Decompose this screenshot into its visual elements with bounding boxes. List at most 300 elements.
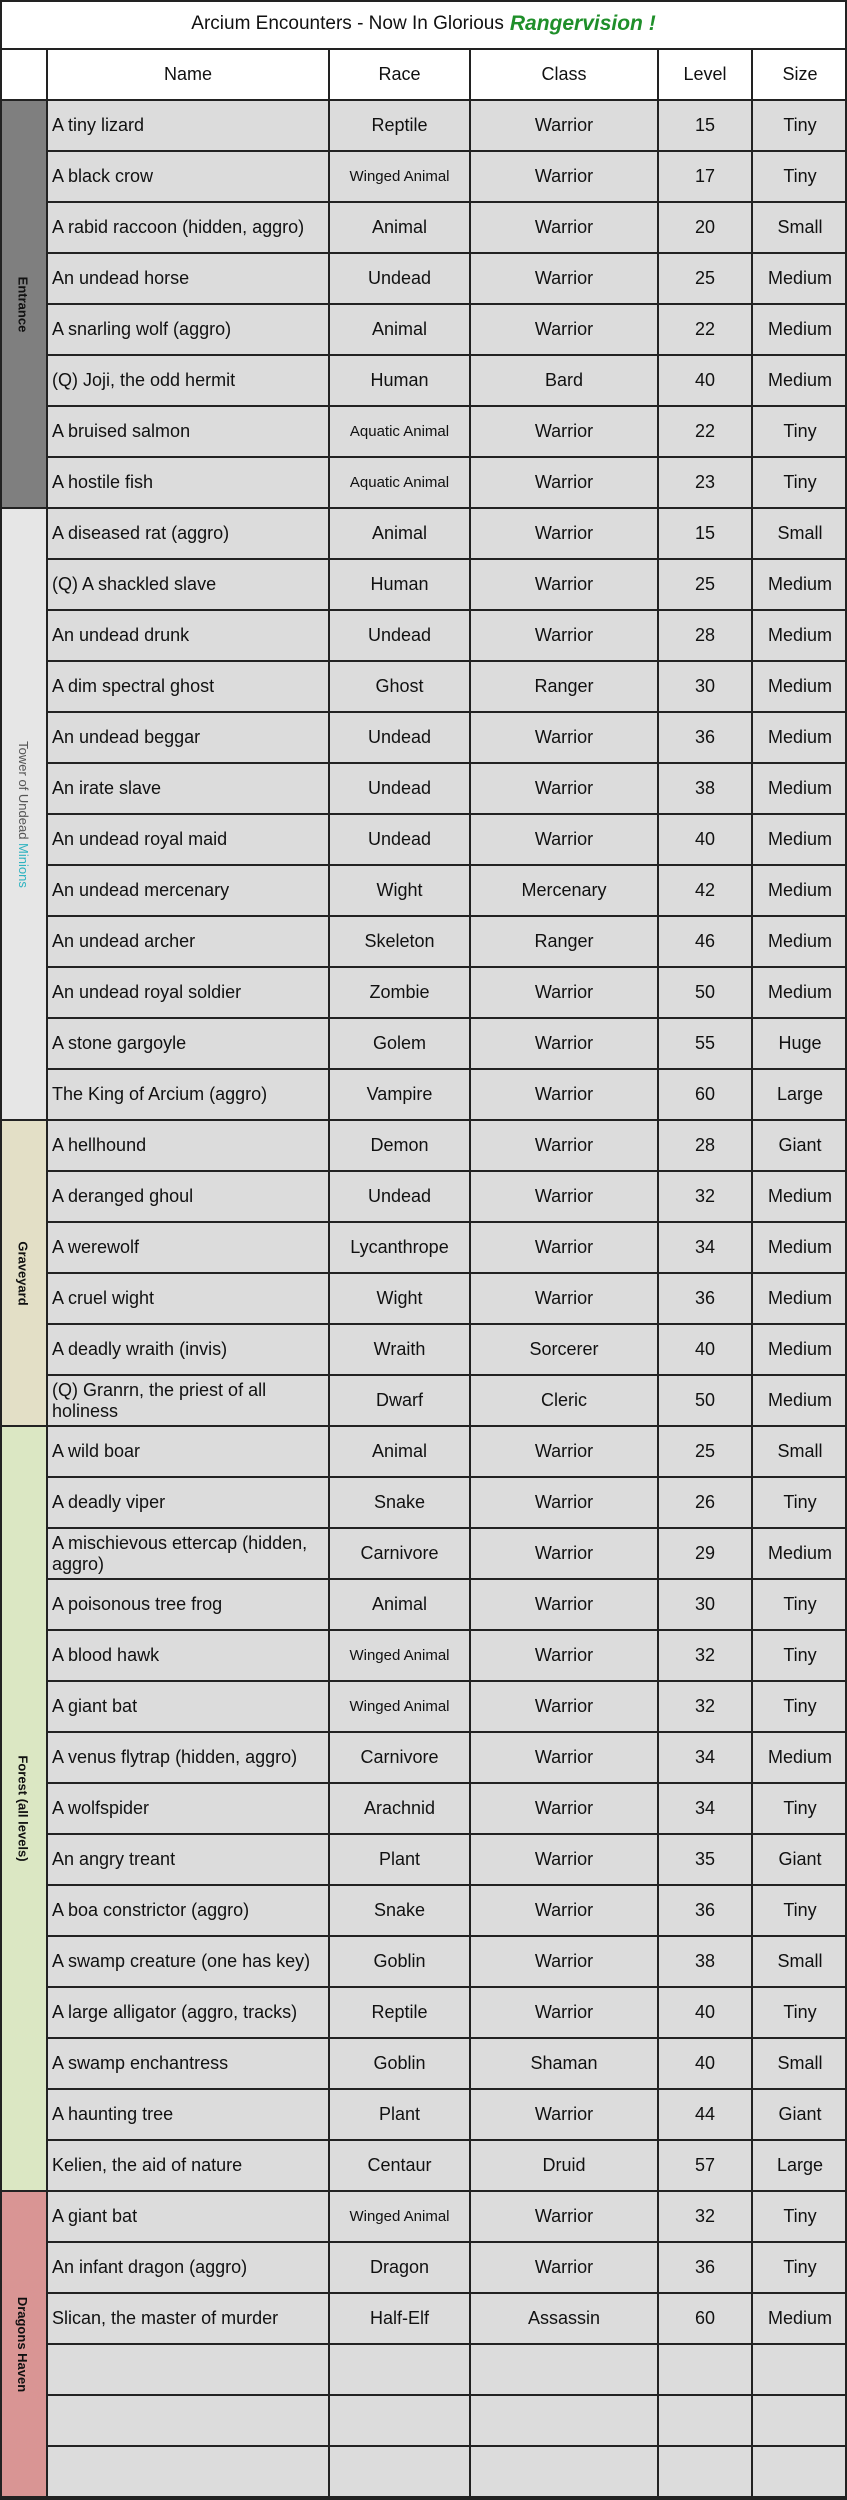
cell-size: Tiny (783, 166, 817, 187)
cell-level: 46 (659, 917, 753, 966)
cell-race: Golem (330, 1019, 471, 1068)
cell-race: Animal (330, 305, 471, 354)
table-row (48, 2141, 847, 2192)
cell-size: Tiny (783, 1900, 817, 1921)
cell-race: Undead (330, 1172, 471, 1221)
cell-size: Small (777, 217, 823, 238)
cell-race: Undead (330, 254, 471, 303)
cell-size: Medium (767, 1186, 833, 1207)
cell-size: Medium (767, 880, 833, 901)
zone-label (16, 276, 31, 332)
table-row (48, 2192, 847, 2243)
table-row (48, 1988, 847, 2039)
table-row (48, 2090, 847, 2141)
zone-label-text: Forest (all levels) (15, 1755, 31, 1862)
cell-class: Sorcerer (471, 1325, 659, 1374)
cell-name: A bruised salmon (48, 407, 330, 456)
table-row (48, 1886, 847, 1937)
cell-size: Medium (767, 931, 833, 952)
cell-race: Vampire (330, 1070, 471, 1119)
table-row (48, 2039, 847, 2090)
cell-size: Medium (767, 727, 833, 748)
cell-size: Medium (767, 370, 833, 391)
cell-class: Warrior (471, 713, 659, 762)
table-row (48, 662, 847, 713)
table-row (48, 305, 847, 356)
table-row (48, 509, 847, 560)
zone-label-text: Graveyard (15, 1240, 31, 1306)
cell-race: Aquatic Animal (330, 458, 471, 507)
cell-class: Warrior (471, 1733, 659, 1782)
cell-race: Undead (330, 764, 471, 813)
cell-size: Medium (767, 1543, 833, 1564)
cell-size: Tiny (783, 115, 817, 136)
cell-race: Undead (330, 713, 471, 762)
table-row (48, 2345, 847, 2396)
cell-name: The King of Arcium (aggro) (48, 1070, 330, 1119)
cell-size (753, 2447, 847, 2496)
cell-race: Undead (330, 815, 471, 864)
cell-name: A snarling wolf (aggro) (48, 305, 330, 354)
header-size: Size (782, 64, 818, 84)
cell-level: 40 (659, 815, 753, 864)
cell-class: Warrior (471, 1682, 659, 1731)
cell-level: 25 (659, 254, 753, 303)
cell-name: An angry treant (48, 1835, 330, 1884)
cell-race (330, 2447, 471, 2496)
cell-name: A blood hawk (48, 1631, 330, 1680)
cell-level: 34 (659, 1223, 753, 1272)
cell-race: Goblin (330, 2039, 471, 2088)
cell-level: 32 (659, 1682, 753, 1731)
cell-level: 40 (659, 2039, 753, 2088)
cell-size: Huge (778, 1033, 822, 1054)
cell-size: Tiny (783, 1798, 817, 1819)
cell-race: Zombie (330, 968, 471, 1017)
cell-level: 29 (659, 1529, 753, 1578)
title-main: Arcium Encounters - Now In Glorious (191, 13, 504, 34)
cell-level: 28 (659, 1121, 753, 1170)
cell-level: 36 (659, 1886, 753, 1935)
zone-group-4 (0, 2192, 48, 2498)
table-row (48, 2447, 847, 2498)
cell-name: A cruel wight (48, 1274, 330, 1323)
cell-level (659, 2396, 753, 2445)
cell-level (659, 2345, 753, 2394)
cell-level: 40 (659, 1325, 753, 1374)
cell-class: Warrior (471, 1172, 659, 1221)
table-row (48, 152, 847, 203)
cell-name: An irate slave (48, 764, 330, 813)
table-row (48, 1325, 847, 1376)
table-row (48, 1580, 847, 1631)
cell-race: Dwarf (330, 1376, 471, 1425)
table-row (48, 1529, 847, 1580)
cell-race: Undead (330, 611, 471, 660)
cell-class: Warrior (471, 1631, 659, 1680)
table-row (48, 866, 847, 917)
sheet-title (0, 0, 847, 50)
cell-name: A tiny lizard (48, 101, 330, 150)
cell-class: Warrior (471, 254, 659, 303)
cell-size: Medium (767, 778, 833, 799)
cell-size: Medium (767, 1339, 833, 1360)
cell-name: A poisonous tree frog (48, 1580, 330, 1629)
zone-label-text: Dragons Haven (15, 2296, 31, 2392)
cell-size: Tiny (783, 421, 817, 442)
cell-race: Reptile (330, 1988, 471, 2037)
header-level: Level (659, 50, 753, 99)
cell-race: Half-Elf (330, 2294, 471, 2343)
cell-class: Ranger (471, 917, 659, 966)
table-row (48, 101, 847, 152)
cell-race: Winged Animal (330, 152, 471, 201)
cell-name: An undead drunk (48, 611, 330, 660)
table-header-row (0, 50, 847, 101)
cell-class: Warrior (471, 1835, 659, 1884)
cell-level: 44 (659, 2090, 753, 2139)
cell-level: 36 (659, 2243, 753, 2292)
cell-level: 60 (659, 2294, 753, 2343)
cell-name: An infant dragon (aggro) (48, 2243, 330, 2292)
cell-race: Animal (330, 509, 471, 558)
cell-name: A boa constrictor (aggro) (48, 1886, 330, 1935)
cell-name: A wild boar (48, 1427, 330, 1476)
cell-race: Wight (330, 866, 471, 915)
cell-level: 40 (659, 356, 753, 405)
table-row (48, 1733, 847, 1784)
cell-class: Druid (471, 2141, 659, 2190)
cell-class: Warrior (471, 1529, 659, 1578)
cell-level: 38 (659, 1937, 753, 1986)
cell-level: 26 (659, 1478, 753, 1527)
table-row (48, 356, 847, 407)
table-row (48, 2294, 847, 2345)
table-row (48, 1427, 847, 1478)
cell-race: Winged Animal (330, 1682, 471, 1731)
table-row (48, 1070, 847, 1121)
cell-race: Animal (330, 203, 471, 252)
cell-class: Warrior (471, 1121, 659, 1170)
cell-name: (Q) Granrn, the priest of all holiness (48, 1376, 330, 1425)
cell-name (48, 2447, 330, 2496)
cell-size: Tiny (783, 472, 817, 493)
cell-size: Tiny (783, 1696, 817, 1717)
cell-class: Warrior (471, 1223, 659, 1272)
cell-class: Warrior (471, 968, 659, 1017)
cell-class: Warrior (471, 1937, 659, 1986)
cell-size: Tiny (783, 2206, 817, 2227)
cell-level: 22 (659, 407, 753, 456)
cell-name: A wolfspider (48, 1784, 330, 1833)
cell-name: A mischievous ettercap (hidden, aggro) (48, 1529, 330, 1578)
cell-name: Slican, the master of murder (48, 2294, 330, 2343)
cell-class: Warrior (471, 203, 659, 252)
table-row (48, 1274, 847, 1325)
header-class: Class (471, 50, 659, 99)
cell-size (753, 2345, 847, 2394)
cell-level: 22 (659, 305, 753, 354)
cell-name: A stone gargoyle (48, 1019, 330, 1068)
cell-class: Warrior (471, 1580, 659, 1629)
cell-race: Human (330, 560, 471, 609)
cell-class: Warrior (471, 458, 659, 507)
cell-level: 36 (659, 1274, 753, 1323)
cell-level: 20 (659, 203, 753, 252)
cell-class (471, 2345, 659, 2394)
table-row (48, 815, 847, 866)
cell-level: 36 (659, 713, 753, 762)
cell-race: Snake (330, 1886, 471, 1935)
table-row (48, 1682, 847, 1733)
cell-race: Goblin (330, 1937, 471, 1986)
cell-size: Small (777, 523, 823, 544)
table-row (48, 1784, 847, 1835)
cell-name: (Q) Joji, the odd hermit (48, 356, 330, 405)
cell-class: Warrior (471, 815, 659, 864)
cell-size: Tiny (783, 1594, 817, 1615)
cell-name: A haunting tree (48, 2090, 330, 2139)
cell-class: Warrior (471, 1478, 659, 1527)
cell-race: Plant (330, 1835, 471, 1884)
zone-group-2 (0, 1121, 48, 1427)
cell-name: An undead mercenary (48, 866, 330, 915)
cell-class: Warrior (471, 1784, 659, 1833)
cell-name: A deranged ghoul (48, 1172, 330, 1221)
cell-class: Warrior (471, 509, 659, 558)
cell-level: 23 (659, 458, 753, 507)
cell-level (659, 2447, 753, 2496)
zone-label-text: Entrance (15, 276, 31, 332)
cell-name: A black crow (48, 152, 330, 201)
table-row (48, 1478, 847, 1529)
cell-size: Tiny (783, 1645, 817, 1666)
cell-level: 35 (659, 1835, 753, 1884)
cell-size: Small (777, 1951, 823, 1972)
table-row (48, 2396, 847, 2447)
cell-race: Lycanthrope (330, 1223, 471, 1272)
cell-name: A swamp enchantress (48, 2039, 330, 2088)
cell-level: 28 (659, 611, 753, 660)
cell-race: Demon (330, 1121, 471, 1170)
cell-size: Large (776, 1084, 824, 1105)
table-row (48, 407, 847, 458)
cell-size: Medium (767, 319, 833, 340)
cell-class: Cleric (471, 1376, 659, 1425)
table-row (48, 1835, 847, 1886)
cell-class: Warrior (471, 1274, 659, 1323)
cell-race: Centaur (330, 2141, 471, 2190)
cell-race: Carnivore (330, 1529, 471, 1578)
cell-size: Large (776, 2155, 824, 2176)
cell-size: Giant (778, 2104, 822, 2125)
cell-name: (Q) A shackled slave (48, 560, 330, 609)
cell-race: Winged Animal (330, 1631, 471, 1680)
cell-class: Warrior (471, 764, 659, 813)
table-row (48, 1172, 847, 1223)
zone-group-0 (0, 101, 48, 509)
cell-name: An undead royal maid (48, 815, 330, 864)
table-row (48, 1937, 847, 1988)
cell-size: Medium (767, 1747, 833, 1768)
cell-name: A dim spectral ghost (48, 662, 330, 711)
table-row (48, 917, 847, 968)
zone-group-3 (0, 1427, 48, 2192)
cell-size: Medium (767, 676, 833, 697)
cell-class: Shaman (471, 2039, 659, 2088)
cell-class: Warrior (471, 407, 659, 456)
cell-name: A deadly viper (48, 1478, 330, 1527)
table-row (48, 1376, 847, 1427)
cell-class: Bard (471, 356, 659, 405)
cell-size: Medium (767, 1390, 833, 1411)
cell-class: Warrior (471, 1427, 659, 1476)
table-row (48, 1019, 847, 1070)
zone-label (16, 1241, 31, 1305)
table-row (48, 458, 847, 509)
cell-class: Warrior (471, 2243, 659, 2292)
cell-race (330, 2396, 471, 2445)
cell-name: A hostile fish (48, 458, 330, 507)
cell-race: Winged Animal (330, 2192, 471, 2241)
title-accent: Rangervision ! (509, 12, 656, 35)
cell-size: Small (777, 2053, 823, 2074)
cell-name: A venus flytrap (hidden, aggro) (48, 1733, 330, 1782)
zone-label (16, 2296, 31, 2391)
cell-level: 25 (659, 560, 753, 609)
cell-level: 25 (659, 1427, 753, 1476)
cell-name: A diseased rat (aggro) (48, 509, 330, 558)
cell-level: 30 (659, 1580, 753, 1629)
cell-level: 15 (659, 509, 753, 558)
cell-class: Warrior (471, 1019, 659, 1068)
cell-name: A deadly wraith (invis) (48, 1325, 330, 1374)
header-group-spacer (0, 50, 48, 99)
cell-name: A rabid raccoon (hidden, aggro) (48, 203, 330, 252)
cell-race: Reptile (330, 101, 471, 150)
cell-race: Arachnid (330, 1784, 471, 1833)
zone-label-text: Tower of Undead (15, 740, 31, 843)
cell-name: A werewolf (48, 1223, 330, 1272)
cell-class: Warrior (471, 1988, 659, 2037)
cell-name: An undead beggar (48, 713, 330, 762)
cell-class: Assassin (471, 2294, 659, 2343)
cell-level: 57 (659, 2141, 753, 2190)
table-row (48, 254, 847, 305)
cell-level: 40 (659, 1988, 753, 2037)
cell-size: Tiny (783, 1492, 817, 1513)
cell-size: Tiny (783, 2002, 817, 2023)
table-row (48, 203, 847, 254)
cell-class (471, 2447, 659, 2496)
cell-size: Medium (767, 268, 833, 289)
table-row (48, 611, 847, 662)
header-race: Race (330, 50, 471, 99)
cell-class: Warrior (471, 101, 659, 150)
table-row (48, 1631, 847, 1682)
cell-name: A giant bat (48, 2192, 330, 2241)
cell-race: Animal (330, 1427, 471, 1476)
cell-size: Giant (778, 1849, 822, 1870)
cell-size: Small (777, 1441, 823, 1462)
table-row (48, 1121, 847, 1172)
cell-name: An undead horse (48, 254, 330, 303)
cell-race: Dragon (330, 2243, 471, 2292)
zone-label-accent: Minions (15, 842, 31, 888)
cell-class: Warrior (471, 611, 659, 660)
cell-class: Warrior (471, 560, 659, 609)
cell-level: 32 (659, 2192, 753, 2241)
table-row (48, 764, 847, 815)
zone-label (16, 1755, 31, 1861)
cell-race: Plant (330, 2090, 471, 2139)
cell-name: An undead archer (48, 917, 330, 966)
cell-name: Kelien, the aid of nature (48, 2141, 330, 2190)
cell-name: A swamp creature (one has key) (48, 1937, 330, 1986)
cell-race: Aquatic Animal (330, 407, 471, 456)
cell-race: Ghost (330, 662, 471, 711)
cell-size: Medium (767, 2308, 833, 2329)
cell-race: Skeleton (330, 917, 471, 966)
cell-level: 17 (659, 152, 753, 201)
cell-class: Warrior (471, 305, 659, 354)
cell-name: A hellhound (48, 1121, 330, 1170)
cell-race (330, 2345, 471, 2394)
cell-class: Warrior (471, 2090, 659, 2139)
cell-level: 32 (659, 1631, 753, 1680)
cell-size: Medium (767, 982, 833, 1003)
header-name: Name (48, 50, 330, 99)
cell-class: Warrior (471, 152, 659, 201)
cell-size: Medium (767, 1237, 833, 1258)
cell-size (753, 2396, 847, 2445)
cell-name: An undead royal soldier (48, 968, 330, 1017)
cell-level: 60 (659, 1070, 753, 1119)
cell-name: A large alligator (aggro, tracks) (48, 1988, 330, 2037)
zone-label (16, 741, 31, 888)
cell-race: Human (330, 356, 471, 405)
cell-class (471, 2396, 659, 2445)
cell-name (48, 2345, 330, 2394)
table-row (48, 713, 847, 764)
cell-class: Warrior (471, 1070, 659, 1119)
cell-class: Warrior (471, 2192, 659, 2241)
cell-race: Wight (330, 1274, 471, 1323)
cell-level: 34 (659, 1784, 753, 1833)
table-row (48, 560, 847, 611)
cell-size: Medium (767, 829, 833, 850)
cell-size: Medium (767, 625, 833, 646)
table-row (48, 2243, 847, 2294)
cell-level: 30 (659, 662, 753, 711)
cell-race: Snake (330, 1478, 471, 1527)
cell-level: 32 (659, 1172, 753, 1221)
cell-size: Tiny (783, 2257, 817, 2278)
cell-size: Giant (778, 1135, 822, 1156)
cell-class: Ranger (471, 662, 659, 711)
cell-race: Animal (330, 1580, 471, 1629)
cell-class: Mercenary (471, 866, 659, 915)
cell-race: Wraith (330, 1325, 471, 1374)
zone-group-1 (0, 509, 48, 1121)
cell-level: 55 (659, 1019, 753, 1068)
cell-level: 42 (659, 866, 753, 915)
cell-size: Medium (767, 1288, 833, 1309)
cell-level: 50 (659, 968, 753, 1017)
cell-class: Warrior (471, 1886, 659, 1935)
cell-level: 50 (659, 1376, 753, 1425)
cell-name: A giant bat (48, 1682, 330, 1731)
